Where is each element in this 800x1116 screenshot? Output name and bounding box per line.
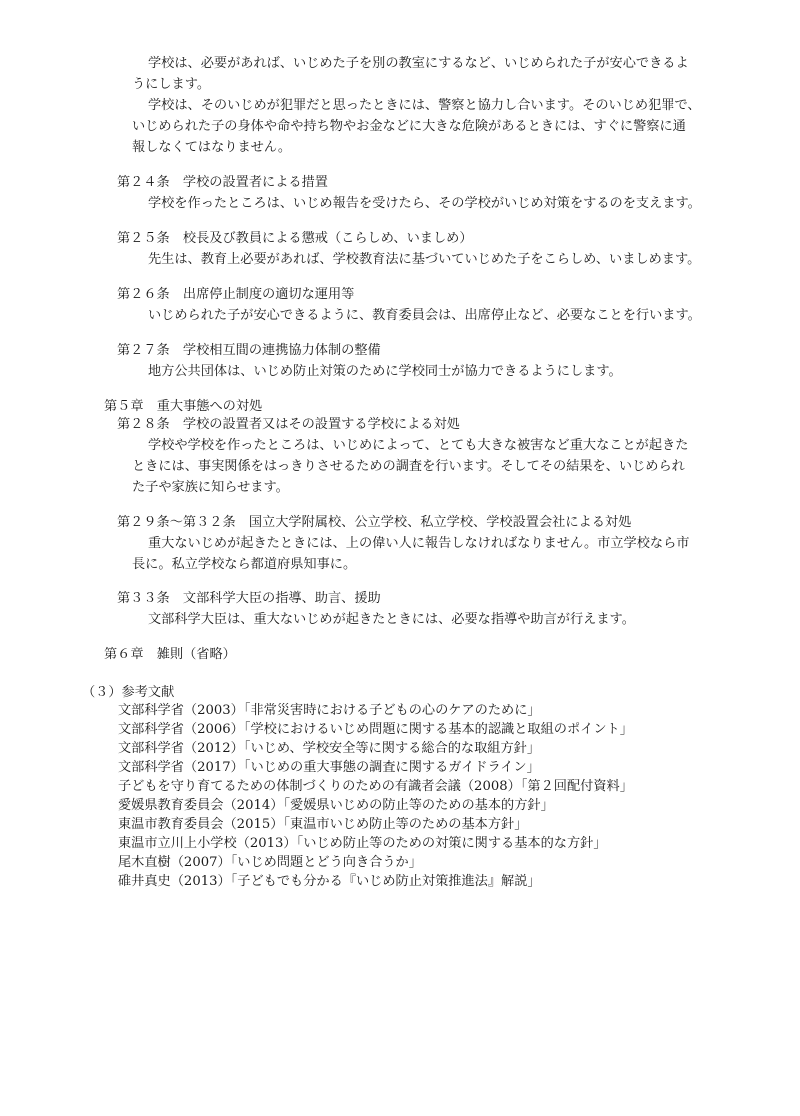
opening-p2-line1: 学校は、そのいじめが犯罪だと思ったときには、警察と協力し合います。そのいじめ犯罪で、	[148, 98, 701, 113]
article-25-body: 先生は、教育上必要があれば、学校教育法に基づいていじめた子をこらしめ、いましめます。	[148, 252, 701, 267]
article-28-body-line3: た子や家族に知らせます。	[132, 480, 289, 495]
article-29-32-body-line1: 重大ないじめが起きたときには、上の偉い人に報告しなければなりません。市立学校なら市	[148, 536, 690, 551]
article-24-heading: 第２４条 学校の設置者による措置	[117, 175, 328, 190]
chapter-5-heading: 第５章 重大事態への対処	[104, 399, 263, 414]
article-25-heading: 第２５条 校長及び教員による懲戒（こらしめ、いましめ）	[117, 231, 473, 246]
article-24-body: 学校を作ったところは、いじめ報告を受けたら、その学校がいじめ対策をするのを支えます。	[148, 196, 701, 211]
opening-p1-line1: 学校は、必要があれば、いじめた子を別の教室にするなど、いじめられた子が安心できるよ	[148, 56, 689, 71]
reference-item: 文部科学省（2017）「いじめの重大事態の調査に関するガイドライン」	[118, 760, 540, 775]
opening-p2-line2: いじめられた子の身体や命や持ち物やお金などに大きな危険があるときには、すぐに警察に通	[132, 119, 686, 134]
reference-item: 尾木直樹（2007）「いじめ問題とどう向き合うか」	[118, 855, 422, 870]
reference-item: 東温市教育委員会（2015）「東温市いじめ防止等のための基本方針」	[118, 817, 528, 832]
references-heading: （３）参考文献	[82, 685, 175, 700]
reference-item: 子どもを守り育てるための体制づくりのための有識者会議（2008）「第２回配付資料」	[118, 779, 633, 794]
chapter-6-heading: 第６章 雑則（省略）	[104, 647, 236, 662]
article-33-heading: 第３３条 文部科学大臣の指導、助言、援助	[117, 591, 381, 606]
reference-item: 文部科学省（2012）「いじめ、学校安全等に関する総合的な取組方針」	[118, 741, 541, 756]
article-28-body-line1: 学校や学校を作ったところは、いじめによって、とても大きな被害など重大なことが起きた	[148, 438, 689, 453]
reference-item: 文部科学省（2006）「学校におけるいじめ問題に関する基本的認識と取組のポイント」	[118, 722, 633, 737]
article-28-body-line2: ときには、事実関係をはっきりさせるための調査を行います。そしてその結果を、いじめられ	[132, 459, 685, 474]
article-26-body: いじめられた子が安心できるように、教育委員会は、出席停止など、必要なことを行います。	[148, 308, 701, 323]
article-27-body: 地方公共団体は、いじめ防止対策のために学校同士が協力できるようにします。	[148, 364, 622, 379]
article-33-body: 文部科学大臣は、重大ないじめが起きたときには、必要な指導や助言が行えます。	[148, 612, 635, 627]
opening-p2-line3: 報しなくてはなりません。	[132, 140, 292, 155]
reference-item: 碓井真史（2013）「子どもでも分かる『いじめ防止対策推進法』解説」	[118, 874, 541, 889]
article-29-32-body-line2: 長に。私立学校なら都道府県知事に。	[132, 557, 357, 572]
reference-item: 文部科学省（2003）「非常災害時における子どもの心のケアのために」	[118, 703, 541, 718]
article-26-heading: 第２６条 出席停止制度の適切な運用等	[117, 287, 355, 302]
reference-item: 東温市立川上小学校（2013）「いじめ防止等のための対策に関する基本的な方針」	[118, 836, 607, 851]
reference-item: 愛媛県教育委員会（2014）「愛媛県いじめの防止等のための基本的方針」	[118, 798, 554, 813]
article-28-heading: 第２８条 学校の設置者又はその設置する学校による対処	[117, 417, 460, 432]
article-29-32-heading: 第２９条～第３２条 国立大学附属校、公立学校、私立学校、学校設置会社による対処	[117, 515, 632, 530]
article-27-heading: 第２７条 学校相互間の連携協力体制の整備	[117, 343, 381, 358]
opening-p1-line2: うにします。	[132, 77, 211, 92]
